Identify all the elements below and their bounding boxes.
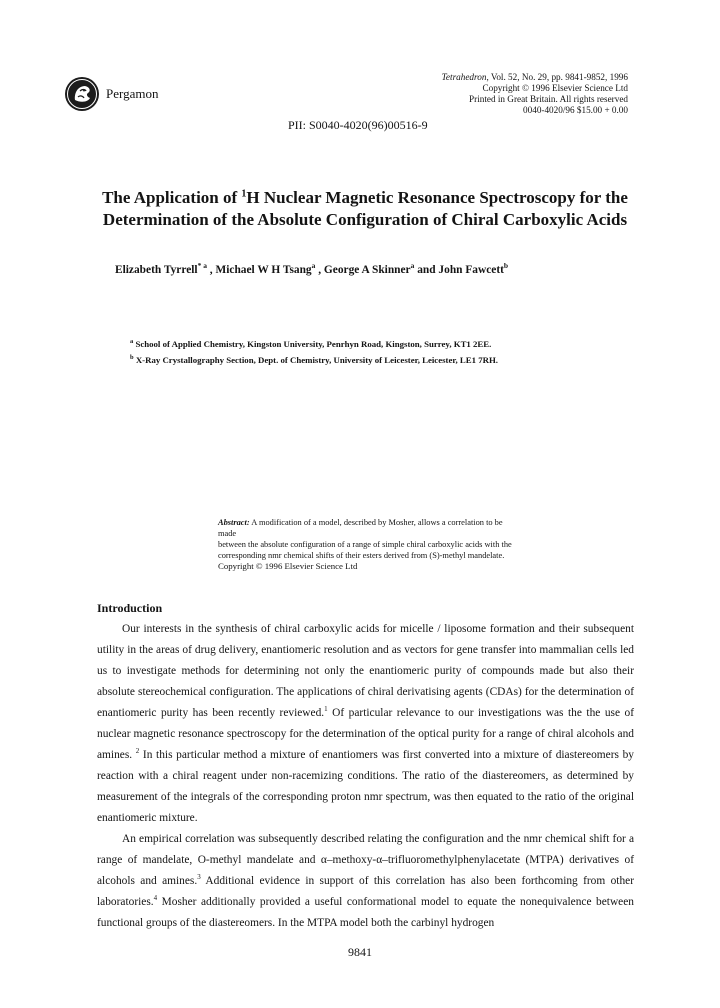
affiliation xyxy=(130,352,498,368)
abstract-line: corresponding nmr chemical shifts of their esters derived from (S)-methyl mandelate. xyxy=(218,551,505,560)
affiliation-sup: a xyxy=(130,338,134,346)
abstract-line: A modification of a model, described by Mosher, allows a correlation to be made xyxy=(218,518,503,538)
author-name: Elizabeth Tyrrell xyxy=(115,264,198,276)
abstract-line: between the absolute configuration of a range of simple chiral carboxylic acids with the xyxy=(218,540,512,549)
text-run: Of particular relevance to our investigations was the the use of nuclear magnetic resonance spectroscopy for the determination of the optical purity for a range of chiral alcohols and amines. xyxy=(97,707,634,761)
intro-body xyxy=(97,619,634,934)
citation-sup: 1 xyxy=(324,705,328,714)
paragraph xyxy=(97,619,634,829)
title-line1-rest: H Nuclear Magnetic Resonance Spectroscopy for the xyxy=(246,188,628,207)
author-name: George A Skinner xyxy=(323,264,411,276)
page-number: 9841 xyxy=(348,945,372,959)
abstract-copyright: Copyright © 1996 Elsevier Science Ltd xyxy=(218,561,358,571)
author-sup: a xyxy=(410,261,415,271)
author-list xyxy=(115,261,509,276)
text-run: Mosher additionally provided a useful conformational model to equate the nonequivalence between functional groups of the diastereomers. In the MTPA model both the carbinyl hydrogen xyxy=(97,896,634,929)
affiliation-sup: b xyxy=(130,354,134,362)
journal-info xyxy=(442,72,628,116)
pii: PII: S0040-4020(96)00516-9 xyxy=(288,118,428,132)
affiliation-text: School of Applied Chemistry, Kingston University, Penrhyn Road, Kingston, Surrey, KT1 2EE. xyxy=(133,339,492,349)
author-sup: b xyxy=(503,261,509,271)
author-name: John Fawcett xyxy=(438,264,504,276)
author-sup: * a xyxy=(197,261,207,271)
citation-sup: 3 xyxy=(197,873,201,882)
affiliation-text: X-Ray Crystallography Section, Dept. of Chemistry, University of Leicester, Leicester, LE1 7RH. xyxy=(133,355,498,365)
author-sep: and xyxy=(414,264,439,276)
journal-name: Tetrahedron xyxy=(441,72,487,82)
abstract-label: Abstract: xyxy=(218,518,250,527)
journal-copyright: Copyright © 1996 Elsevier Science Ltd xyxy=(482,83,628,93)
author-sup: a xyxy=(311,261,316,271)
citation-sup: 2 xyxy=(135,747,140,756)
text-run: In this particular method a mixture of enantiomers was first converted into a mixture of diastereomers by reaction with a chiral reagent under non-racemizing conditions. The ratio of the diastereomers, as determined by measurement of the integrals of the corresponding proton nmr spectrum, was then equated to the ratio of the original enantiomeric mixture. xyxy=(97,749,634,824)
pergamon-logo-icon xyxy=(64,76,100,112)
affiliation xyxy=(130,336,498,352)
paper-title xyxy=(70,187,660,231)
text-run: An empirical correlation was subsequently described relating the configuration and the nmr chemical shift for a range of mandelate, O-methyl mandelate and α–methoxy-α–trifluoromethylphenylacetate (MTPA) derivatives of alcohols and amines. xyxy=(97,833,634,887)
title-superscript: 1 xyxy=(241,188,247,200)
paragraph xyxy=(97,829,634,934)
text-run: Additional evidence in support of this correlation has also been forthcoming from other laboratories. xyxy=(97,875,634,908)
journal-printed: Printed in Great Britain. All rights reserved xyxy=(469,94,628,104)
publisher-name: Pergamon xyxy=(106,86,159,101)
journal-volume: , Vol. 52, No. 29, pp. 9841-9852, 1996 xyxy=(486,72,628,82)
affiliations xyxy=(130,336,498,368)
abstract xyxy=(218,517,518,572)
author-name: Michael W H Tsang xyxy=(215,264,312,276)
journal-price: 0040-4020/96 $15.00 + 0.00 xyxy=(523,105,628,115)
title-line2: Determination of the Absolute Configuration of Chiral Carboxylic Acids xyxy=(102,210,628,229)
author-sep: , xyxy=(206,264,216,276)
author-sep: , xyxy=(315,264,324,276)
title-prefix: The Application of xyxy=(102,188,242,207)
text-run: Our interests in the synthesis of chiral carboxylic acids for micelle / liposome formation and their subsequent utility in the areas of drug delivery, enantiomeric resolution and as vectors for gene transfer into mammalian cells led us to investigate methods for determining not only the enantiomeric purity of compounds made but also their absolute stereochemical configuration. The applications of chiral derivatising agents (CDAs) for the determination of enantiomeric purity has been recently reviewed. xyxy=(97,623,634,719)
citation-sup: 4 xyxy=(153,894,158,903)
section-heading: Introduction xyxy=(97,601,163,615)
journal-citation xyxy=(442,72,628,83)
